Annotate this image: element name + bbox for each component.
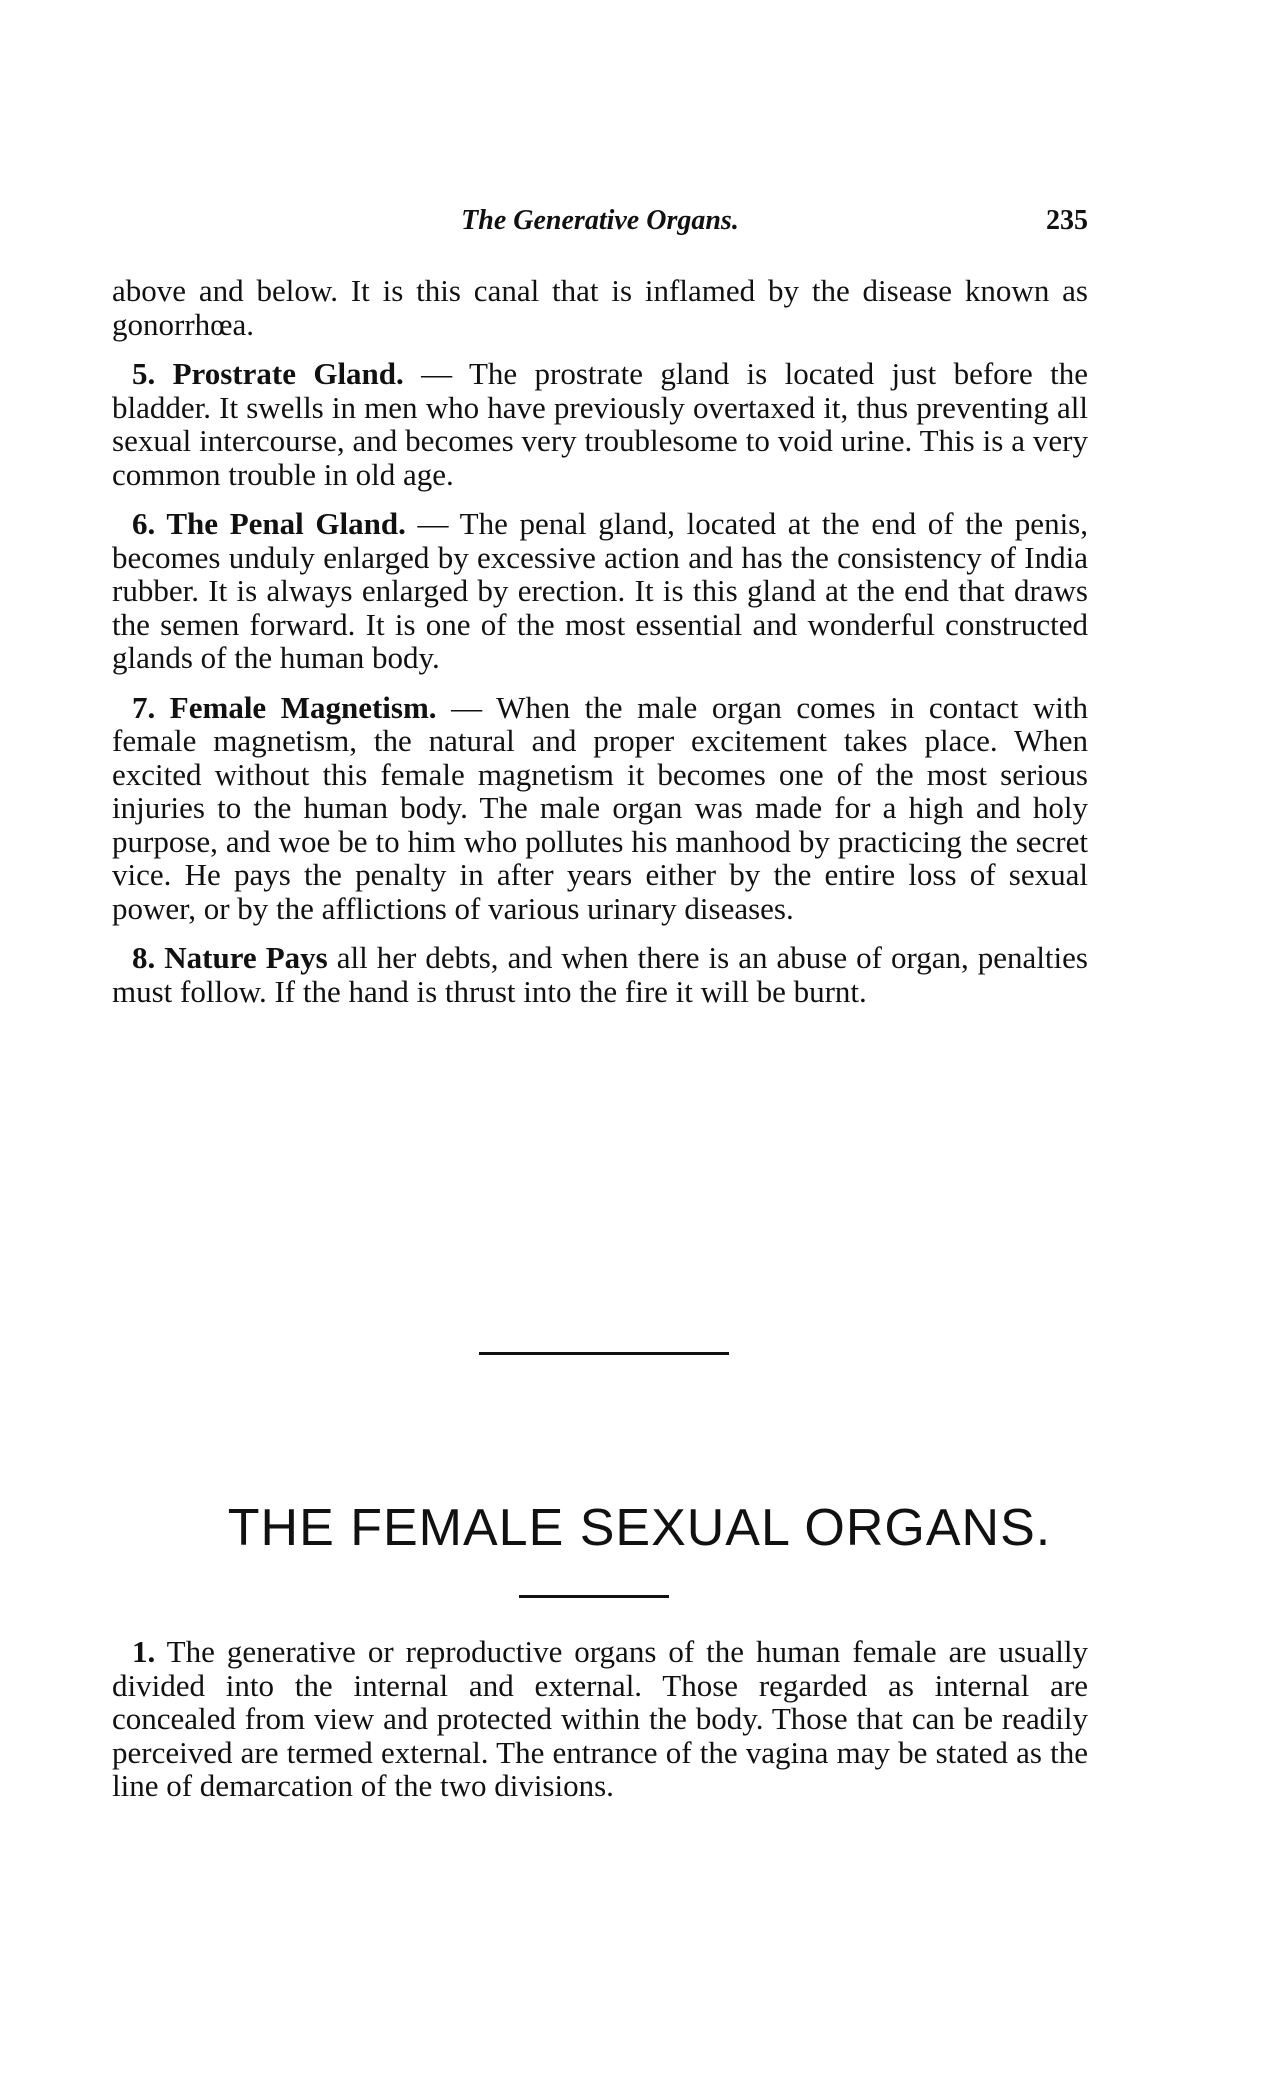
- paragraph-text: — The prostrate gland is located just before the bladder. It swells in men who have previously overtaxed it, thus preventing all sexual intercourse, and becomes very troublesome to void urine. This is a very common trouble in old age.: [112, 356, 1088, 492]
- paragraph-penal-gland: [112, 507, 1088, 675]
- section-divider-bottom: [519, 1595, 669, 1598]
- paragraph-text: above and below. It is this canal that is inflamed by the disease known as gonorrhœa.: [112, 273, 1088, 342]
- paragraph-lead: 6. The Penal Gland.: [132, 506, 406, 541]
- section-title: THE FEMALE SEXUAL ORGANS.: [227, 1499, 1052, 1557]
- paragraph-continuation: [112, 274, 1088, 341]
- page-header: [112, 205, 1088, 245]
- paragraph-female-magnetism: [112, 691, 1088, 926]
- paragraph-lead: 8. Nature Pays: [132, 940, 328, 975]
- running-title: The Generative Organs.: [461, 205, 739, 236]
- paragraph-lead: 1.: [132, 1634, 156, 1669]
- paragraph-female-organs: [112, 1635, 1088, 1803]
- paragraph-lead: 5. Prostrate Gland.: [132, 356, 404, 391]
- paragraph-text: all her debts, and when there is an abuse of organ, penalties must follow. If the hand is thrust into the fire it will be burnt.: [112, 940, 1088, 1009]
- body-text-upper: [112, 274, 1088, 1024]
- paragraph-text: — The penal gland, located at the end of the penis, becomes unduly enlarged by excessive action and has the consistency of India rubber. It is always enlarged by erection. It is this gland at the end that draws the semen forward. It is one of the most essential and wonderful constructed glands of the human body.: [112, 506, 1088, 675]
- section-divider-top: [479, 1352, 729, 1355]
- paragraph-prostrate-gland: [112, 357, 1088, 491]
- paragraph-text: — When the male organ comes in contact with female magnetism, the natural and proper excitement takes place. When excited without this female magnetism it becomes one of the most serious injuries to the human body. The male organ was made for a high and holy purpose, and woe be to him who pollutes his manhood by practicing the secret vice. He pays the penalty in after years either by the entire loss of sexual power, or by the afflictions of various urinary diseases.: [112, 689, 1088, 926]
- paragraph-text: The generative or reproductive organs of the human female are usually divided into the internal and external. Those regarded as internal are concealed from view and protected within the body. Those that can be readily perceived are termed external. The entrance of the vagina may be stated as the line of demarcation of the two divisions.: [112, 1634, 1088, 1803]
- paragraph-nature-pays: [112, 941, 1088, 1008]
- body-text-lower: [112, 1635, 1088, 1819]
- paragraph-lead: 7. Female Magnetism.: [132, 689, 437, 725]
- page-number: 235: [1046, 205, 1088, 236]
